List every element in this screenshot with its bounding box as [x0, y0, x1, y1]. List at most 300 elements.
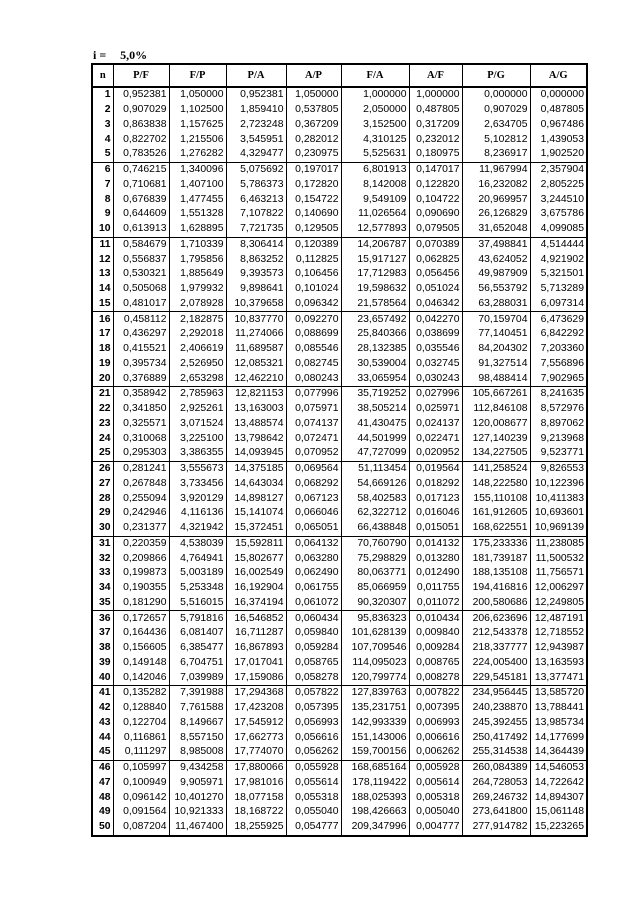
- period-cell: 9: [92, 207, 113, 222]
- factor-cell-fa: 127,839763: [341, 686, 409, 701]
- factor-cell-fa: 70,760790: [341, 536, 409, 551]
- factor-cell-pf: 0,325571: [113, 417, 169, 432]
- factor-cell-fp: 8,557150: [169, 730, 226, 745]
- factor-cell-pa: 11,274066: [226, 327, 286, 342]
- factor-cell-pg: 0,907029: [462, 103, 530, 118]
- factor-cell-ap: 0,067123: [286, 491, 341, 506]
- factor-cell-fa: 28,132385: [341, 342, 409, 357]
- factor-cell-fa: 178,119422: [341, 776, 409, 791]
- table-row: [92, 760, 587, 775]
- factor-cell-pa: 18,168722: [226, 805, 286, 820]
- factor-cell-pf: 0,907029: [113, 103, 169, 118]
- factor-cell-pf: 0,710681: [113, 178, 169, 193]
- factor-cell-fa: 95,836323: [341, 611, 409, 626]
- factor-cell-fp: 4,764941: [169, 551, 226, 566]
- period-cell: 42: [92, 701, 113, 716]
- factor-cell-pa: 3,545951: [226, 132, 286, 147]
- factor-cell-fa: 15,917127: [341, 252, 409, 267]
- table-row: [92, 611, 587, 626]
- factor-cell-ag: 14,546053: [530, 760, 587, 775]
- factor-cell-af: 0,090690: [409, 207, 462, 222]
- factor-cell-pg: 91,327514: [462, 357, 530, 372]
- factor-cell-pg: 212,543378: [462, 626, 530, 641]
- factor-cell-af: 0,056456: [409, 267, 462, 282]
- factor-cell-pf: 0,172657: [113, 611, 169, 626]
- factor-cell-ag: 13,788441: [530, 701, 587, 716]
- column-header-pf: P/F: [113, 64, 169, 87]
- period-cell: 49: [92, 805, 113, 820]
- table-row: [92, 581, 587, 596]
- factor-cell-pg: 2,634705: [462, 118, 530, 133]
- factor-cell-pf: 0,458112: [113, 312, 169, 327]
- factor-cell-ap: 0,230975: [286, 147, 341, 162]
- factor-cell-pf: 0,122704: [113, 716, 169, 731]
- factor-cell-af: 0,020952: [409, 446, 462, 461]
- factor-cell-fa: 4,310125: [341, 132, 409, 147]
- factor-cell-ag: 8,897062: [530, 417, 587, 432]
- factor-cell-pf: 0,267848: [113, 477, 169, 492]
- factor-cell-pa: 13,798642: [226, 431, 286, 446]
- table-row: [92, 686, 587, 701]
- factor-cell-ag: 11,500532: [530, 551, 587, 566]
- factor-cell-pa: 14,093945: [226, 446, 286, 461]
- factor-cell-ag: 15,223265: [530, 820, 587, 836]
- factor-cell-ap: 0,062490: [286, 566, 341, 581]
- factor-cell-pa: 4,329477: [226, 147, 286, 162]
- factor-cell-af: 0,006993: [409, 716, 462, 731]
- period-cell: 10: [92, 222, 113, 237]
- factor-cell-pa: 16,192904: [226, 581, 286, 596]
- period-cell: 27: [92, 477, 113, 492]
- factor-cell-ag: 7,203360: [530, 342, 587, 357]
- factor-cell-pg: 16,232082: [462, 178, 530, 193]
- factor-cell-pg: 63,288031: [462, 297, 530, 312]
- table-row: [92, 282, 587, 297]
- factor-cell-pf: 0,613913: [113, 222, 169, 237]
- factor-cell-ag: 13,985734: [530, 716, 587, 731]
- table-row: [92, 790, 587, 805]
- factor-cell-pf: 0,231377: [113, 521, 169, 536]
- factor-cell-fp: 1,050000: [169, 87, 226, 103]
- factor-cell-ag: 0,487805: [530, 103, 587, 118]
- factor-cell-pa: 17,880066: [226, 760, 286, 775]
- factor-cell-fp: 10,921333: [169, 805, 226, 820]
- factor-cell-ag: 0,000000: [530, 87, 587, 103]
- table-row: [92, 776, 587, 791]
- table-row: [92, 178, 587, 193]
- factor-cell-pf: 0,415521: [113, 342, 169, 357]
- factor-cell-fp: 1,276282: [169, 147, 226, 162]
- factor-cell-pg: 112,846108: [462, 402, 530, 417]
- interest-rate-line: [93, 48, 147, 62]
- period-cell: 29: [92, 506, 113, 521]
- table-row: [92, 371, 587, 386]
- factor-cell-fp: 1,551328: [169, 207, 226, 222]
- factor-cell-fa: 75,298829: [341, 551, 409, 566]
- factor-cell-pa: 15,372451: [226, 521, 286, 536]
- factor-cell-ap: 1,050000: [286, 87, 341, 103]
- period-cell: 12: [92, 252, 113, 267]
- factor-cell-fp: 7,039989: [169, 670, 226, 685]
- factor-cell-pg: 188,135108: [462, 566, 530, 581]
- period-cell: 47: [92, 776, 113, 791]
- factor-cell-pf: 0,530321: [113, 267, 169, 282]
- period-cell: 4: [92, 132, 113, 147]
- factor-cell-pg: 194,416816: [462, 581, 530, 596]
- factor-cell-pg: 70,159704: [462, 312, 530, 327]
- factor-cell-pf: 0,142046: [113, 670, 169, 685]
- factor-cell-ag: 0,967486: [530, 118, 587, 133]
- factor-cell-pa: 2,723248: [226, 118, 286, 133]
- factor-cell-ap: 0,070952: [286, 446, 341, 461]
- table-row: [92, 342, 587, 357]
- factor-cell-ap: 0,059284: [286, 641, 341, 656]
- factor-cell-ap: 0,056616: [286, 730, 341, 745]
- factor-cell-fa: 168,685164: [341, 760, 409, 775]
- factor-cell-af: 0,035546: [409, 342, 462, 357]
- factor-cell-pa: 8,306414: [226, 237, 286, 252]
- period-cell: 6: [92, 162, 113, 177]
- factor-cell-ag: 2,805225: [530, 178, 587, 193]
- factor-cell-ap: 0,112825: [286, 252, 341, 267]
- factor-cell-fa: 58,402583: [341, 491, 409, 506]
- table-row: [92, 132, 587, 147]
- factor-cell-ap: 0,080243: [286, 371, 341, 386]
- factor-cell-pg: 234,956445: [462, 686, 530, 701]
- factor-cell-pf: 0,676839: [113, 192, 169, 207]
- factor-cell-fp: 7,761588: [169, 701, 226, 716]
- factor-cell-ap: 0,082745: [286, 357, 341, 372]
- factor-cell-pf: 0,135282: [113, 686, 169, 701]
- factor-cell-pf: 0,105997: [113, 760, 169, 775]
- period-cell: 22: [92, 402, 113, 417]
- factor-cell-af: 0,016046: [409, 506, 462, 521]
- table-row: [92, 446, 587, 461]
- factor-cell-af: 0,062825: [409, 252, 462, 267]
- factor-cell-fp: 1,477455: [169, 192, 226, 207]
- factor-cell-fa: 25,840366: [341, 327, 409, 342]
- period-cell: 23: [92, 417, 113, 432]
- column-header-ag: A/G: [530, 64, 587, 87]
- period-cell: 5: [92, 147, 113, 162]
- factor-cell-pa: 9,898641: [226, 282, 286, 297]
- interest-rate-label: i =: [93, 48, 107, 62]
- table-row: [92, 506, 587, 521]
- factor-cell-af: 0,042270: [409, 312, 462, 327]
- factor-cell-fa: 11,026564: [341, 207, 409, 222]
- period-cell: 14: [92, 282, 113, 297]
- factor-cell-pf: 0,156605: [113, 641, 169, 656]
- factor-cell-fa: 38,505214: [341, 402, 409, 417]
- factor-cell-pg: 120,008677: [462, 417, 530, 432]
- period-cell: 41: [92, 686, 113, 701]
- table-row: [92, 237, 587, 252]
- factor-cell-ag: 3,675786: [530, 207, 587, 222]
- period-cell: 2: [92, 103, 113, 118]
- column-header-fa: F/A: [341, 64, 409, 87]
- factor-cell-pg: 245,392455: [462, 716, 530, 731]
- period-cell: 7: [92, 178, 113, 193]
- table-row: [92, 297, 587, 312]
- factor-cell-fa: 62,322712: [341, 506, 409, 521]
- factor-cell-pf: 0,220359: [113, 536, 169, 551]
- factor-cell-af: 0,180975: [409, 147, 462, 162]
- factor-cell-pf: 0,190355: [113, 581, 169, 596]
- factor-cell-ap: 0,068292: [286, 477, 341, 492]
- factor-cell-fa: 44,501999: [341, 431, 409, 446]
- factor-cell-ap: 0,075971: [286, 402, 341, 417]
- table-row: [92, 417, 587, 432]
- factor-cell-pf: 0,149148: [113, 656, 169, 671]
- period-cell: 11: [92, 237, 113, 252]
- factor-cell-pa: 12,462210: [226, 371, 286, 386]
- factor-cell-ap: 0,055318: [286, 790, 341, 805]
- factor-cell-ap: 0,055928: [286, 760, 341, 775]
- factor-cell-ag: 12,487191: [530, 611, 587, 626]
- factor-cell-ap: 0,096342: [286, 297, 341, 312]
- factor-cell-af: 0,005040: [409, 805, 462, 820]
- factor-cell-pg: 277,914782: [462, 820, 530, 836]
- factor-cell-fp: 3,386355: [169, 446, 226, 461]
- table-row: [92, 312, 587, 327]
- factor-cell-pf: 0,116861: [113, 730, 169, 745]
- factor-cell-ag: 7,902965: [530, 371, 587, 386]
- factor-cell-ap: 0,057395: [286, 701, 341, 716]
- factor-cell-ap: 0,065051: [286, 521, 341, 536]
- factor-cell-pg: 269,246732: [462, 790, 530, 805]
- factor-cell-ag: 12,943987: [530, 641, 587, 656]
- factor-cell-fa: 107,709546: [341, 641, 409, 656]
- factor-cell-ap: 0,077996: [286, 387, 341, 402]
- factor-cell-pf: 0,644609: [113, 207, 169, 222]
- factor-cell-pg: 134,227505: [462, 446, 530, 461]
- factor-cell-fp: 6,704751: [169, 656, 226, 671]
- table-row: [92, 103, 587, 118]
- factor-cell-pf: 0,087204: [113, 820, 169, 836]
- factor-cell-pa: 17,545912: [226, 716, 286, 731]
- factor-cell-ag: 4,514444: [530, 237, 587, 252]
- factor-cell-fp: 8,149667: [169, 716, 226, 731]
- factor-cell-fp: 3,225100: [169, 431, 226, 446]
- factor-cell-fa: 151,143006: [341, 730, 409, 745]
- factor-cell-af: 0,027996: [409, 387, 462, 402]
- factor-cell-fp: 6,385477: [169, 641, 226, 656]
- factor-cell-ap: 0,154722: [286, 192, 341, 207]
- factor-cell-fp: 5,253348: [169, 581, 226, 596]
- factor-cell-fp: 2,182875: [169, 312, 226, 327]
- table-row: [92, 192, 587, 207]
- period-cell: 45: [92, 745, 113, 760]
- factor-cell-fp: 11,467400: [169, 820, 226, 836]
- factor-cell-pf: 0,395734: [113, 357, 169, 372]
- period-cell: 33: [92, 566, 113, 581]
- factor-cell-pf: 0,358942: [113, 387, 169, 402]
- factor-cell-ap: 0,060434: [286, 611, 341, 626]
- factor-cell-ag: 14,894307: [530, 790, 587, 805]
- period-cell: 17: [92, 327, 113, 342]
- factor-cell-pg: 20,969957: [462, 192, 530, 207]
- factor-cell-pf: 0,746215: [113, 162, 169, 177]
- factor-cell-pa: 17,662773: [226, 730, 286, 745]
- factor-cell-pa: 5,075692: [226, 162, 286, 177]
- factor-cell-af: 0,005928: [409, 760, 462, 775]
- table-row: [92, 716, 587, 731]
- table-row: [92, 402, 587, 417]
- factor-cell-pa: 7,721735: [226, 222, 286, 237]
- factor-cell-ag: 14,722642: [530, 776, 587, 791]
- factor-cell-pg: 260,084389: [462, 760, 530, 775]
- table-row: [92, 701, 587, 716]
- factor-cell-af: 0,046342: [409, 297, 462, 312]
- factor-cell-fp: 3,071524: [169, 417, 226, 432]
- factor-cell-fp: 2,406619: [169, 342, 226, 357]
- table-body: [92, 87, 587, 836]
- period-cell: 1: [92, 87, 113, 103]
- factor-cell-pg: 84,204302: [462, 342, 530, 357]
- factor-cell-af: 0,051024: [409, 282, 462, 297]
- period-cell: 39: [92, 656, 113, 671]
- table-row: [92, 431, 587, 446]
- factor-cell-af: 0,005614: [409, 776, 462, 791]
- factor-cell-pg: 273,641800: [462, 805, 530, 820]
- factor-cell-pg: 98,488414: [462, 371, 530, 386]
- factor-cell-ap: 0,537805: [286, 103, 341, 118]
- factor-cell-ag: 10,122396: [530, 477, 587, 492]
- factor-cell-pg: 181,739187: [462, 551, 530, 566]
- factor-cell-pf: 0,111297: [113, 745, 169, 760]
- factor-cell-af: 0,079505: [409, 222, 462, 237]
- factor-cell-ap: 0,063280: [286, 551, 341, 566]
- factor-cell-fa: 5,525631: [341, 147, 409, 162]
- factor-cell-ap: 0,064132: [286, 536, 341, 551]
- factor-cell-pa: 17,017041: [226, 656, 286, 671]
- interest-rate-value: 5,0%: [120, 48, 148, 62]
- factor-cell-fa: 47,727099: [341, 446, 409, 461]
- period-cell: 19: [92, 357, 113, 372]
- factor-cell-ap: 0,085546: [286, 342, 341, 357]
- factor-cell-ag: 6,842292: [530, 327, 587, 342]
- table-row: [92, 551, 587, 566]
- period-cell: 21: [92, 387, 113, 402]
- factor-cell-fp: 5,003189: [169, 566, 226, 581]
- factor-cell-pg: 148,222580: [462, 477, 530, 492]
- period-cell: 25: [92, 446, 113, 461]
- factor-cell-af: 0,038699: [409, 327, 462, 342]
- factor-cell-af: 0,487805: [409, 103, 462, 118]
- factor-cell-fa: 23,657492: [341, 312, 409, 327]
- factor-cell-ag: 6,097314: [530, 297, 587, 312]
- period-cell: 28: [92, 491, 113, 506]
- factor-cell-pf: 0,481017: [113, 297, 169, 312]
- factor-cell-ap: 0,106456: [286, 267, 341, 282]
- factor-cell-ap: 0,120389: [286, 237, 341, 252]
- factor-cell-fa: 41,430475: [341, 417, 409, 432]
- factor-cell-ag: 6,473629: [530, 312, 587, 327]
- factor-cell-fa: 17,712983: [341, 267, 409, 282]
- factor-cell-ag: 10,969139: [530, 521, 587, 536]
- factor-cell-fa: 3,152500: [341, 118, 409, 133]
- factor-cell-af: 0,104722: [409, 192, 462, 207]
- factor-cell-ap: 0,055614: [286, 776, 341, 791]
- period-cell: 3: [92, 118, 113, 133]
- factor-cell-pa: 16,374194: [226, 596, 286, 611]
- factor-cell-pg: 56,553792: [462, 282, 530, 297]
- factor-cell-pa: 17,159086: [226, 670, 286, 685]
- factor-cell-af: 0,010434: [409, 611, 462, 626]
- factor-cell-ag: 12,006297: [530, 581, 587, 596]
- factor-cell-af: 0,022471: [409, 431, 462, 446]
- table-row: [92, 491, 587, 506]
- factor-cell-ap: 0,058278: [286, 670, 341, 685]
- factor-cell-ag: 4,099085: [530, 222, 587, 237]
- factor-cell-pa: 1,859410: [226, 103, 286, 118]
- factor-cell-pa: 13,488574: [226, 417, 286, 432]
- factor-cell-ag: 9,523771: [530, 446, 587, 461]
- factor-cell-pa: 17,294368: [226, 686, 286, 701]
- factor-cell-pg: 218,337777: [462, 641, 530, 656]
- factor-cell-ag: 1,902520: [530, 147, 587, 162]
- factor-cell-ag: 8,241635: [530, 387, 587, 402]
- factor-cell-pg: 161,912605: [462, 506, 530, 521]
- factor-cell-pg: 264,728053: [462, 776, 530, 791]
- factor-cell-ag: 11,756571: [530, 566, 587, 581]
- factor-cell-af: 0,122820: [409, 178, 462, 193]
- factor-cell-pg: 255,314538: [462, 745, 530, 760]
- factor-cell-pf: 0,242946: [113, 506, 169, 521]
- factor-cell-ap: 0,367209: [286, 118, 341, 133]
- factor-cell-pg: 5,102812: [462, 132, 530, 147]
- factor-cell-ag: 8,572976: [530, 402, 587, 417]
- factor-cell-af: 0,032745: [409, 357, 462, 372]
- factor-cell-fa: 35,719252: [341, 387, 409, 402]
- factor-cell-ap: 0,069564: [286, 461, 341, 476]
- factor-cell-pa: 17,774070: [226, 745, 286, 760]
- column-header-pg: P/G: [462, 64, 530, 87]
- factor-cell-pa: 5,786373: [226, 178, 286, 193]
- factor-cell-ap: 0,092270: [286, 312, 341, 327]
- factor-cell-pa: 16,546852: [226, 611, 286, 626]
- factor-cell-ag: 1,439053: [530, 132, 587, 147]
- factor-cell-af: 0,025971: [409, 402, 462, 417]
- factor-cell-af: 0,030243: [409, 371, 462, 386]
- factor-cell-af: 0,014132: [409, 536, 462, 551]
- factor-cell-pa: 16,867893: [226, 641, 286, 656]
- factor-cell-pg: 11,967994: [462, 162, 530, 177]
- factor-cell-pf: 0,209866: [113, 551, 169, 566]
- factor-cell-pf: 0,281241: [113, 461, 169, 476]
- factor-cell-pa: 8,863252: [226, 252, 286, 267]
- factor-cell-fp: 1,628895: [169, 222, 226, 237]
- table-row: [92, 147, 587, 162]
- factor-cell-pa: 12,821153: [226, 387, 286, 402]
- factor-cell-fp: 1,710339: [169, 237, 226, 252]
- factor-cell-pa: 9,393573: [226, 267, 286, 282]
- table-row: [92, 566, 587, 581]
- column-header-fp: F/P: [169, 64, 226, 87]
- factor-cell-ap: 0,061072: [286, 596, 341, 611]
- factor-cell-af: 0,008765: [409, 656, 462, 671]
- factor-cell-fp: 1,215506: [169, 132, 226, 147]
- factor-cell-pg: 77,140451: [462, 327, 530, 342]
- factor-cell-af: 0,019564: [409, 461, 462, 476]
- table-row: [92, 820, 587, 836]
- factor-cell-fa: 54,669126: [341, 477, 409, 492]
- factor-cell-fp: 2,785963: [169, 387, 226, 402]
- period-cell: 48: [92, 790, 113, 805]
- factor-cell-pa: 0,952381: [226, 87, 286, 103]
- factor-cell-pf: 0,255094: [113, 491, 169, 506]
- factor-cell-pg: 229,545181: [462, 670, 530, 685]
